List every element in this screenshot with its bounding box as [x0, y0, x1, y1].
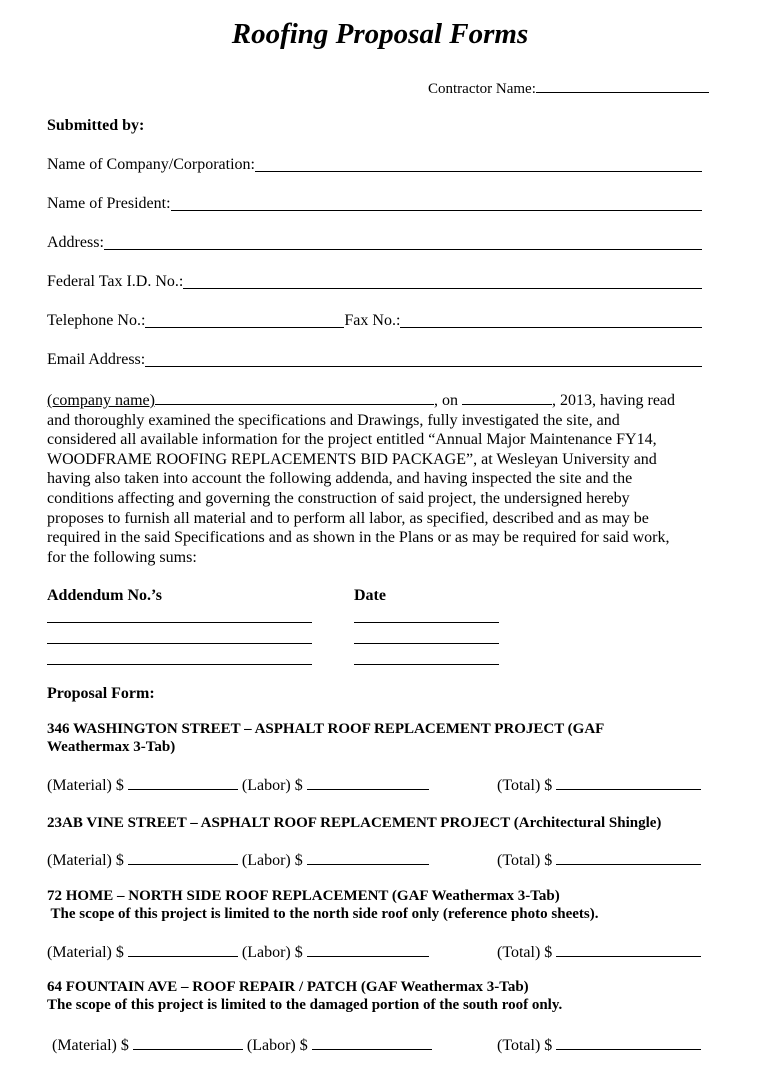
- material-label: (Material) $: [47, 944, 124, 961]
- paragraph-line: proposes to furnish all material and to perform all labor, as specified, described and as may be: [47, 509, 649, 527]
- material-label: (Material) $: [52, 1037, 129, 1054]
- total-cell: [497, 850, 701, 870]
- total-amount-line[interactable]: [556, 942, 701, 957]
- submitted-by-heading: Submitted by:: [47, 117, 145, 134]
- project-title: 72 HOME – NORTH SIDE ROOF REPLACEMENT (GAF Weathermax 3-Tab): [47, 888, 560, 904]
- address-line[interactable]: [104, 234, 702, 250]
- contractor-name-field[interactable]: [428, 78, 709, 98]
- tax-id-line[interactable]: [183, 273, 702, 289]
- total-cell: [497, 1035, 701, 1055]
- labor-amount-line[interactable]: [307, 850, 429, 865]
- addendum-line[interactable]: [47, 622, 312, 623]
- project-title: 346 WASHINGTON STREET – ASPHALT ROOF REPLACEMENT PROJECT (GAF: [47, 721, 605, 737]
- contractor-name-label: Contractor Name:: [428, 81, 536, 97]
- on-text: , on: [433, 392, 458, 409]
- email-field[interactable]: [47, 349, 702, 369]
- addendum-date-line[interactable]: [354, 622, 499, 623]
- material-label: (Material) $: [47, 852, 124, 869]
- total-amount-line[interactable]: [556, 1035, 701, 1050]
- addendum-line[interactable]: [47, 643, 312, 644]
- proposal-form-heading: Proposal Form:: [47, 685, 155, 702]
- labor-label: (Labor) $: [246, 1037, 308, 1054]
- fax-line[interactable]: [400, 312, 702, 328]
- labor-label: (Labor) $: [241, 944, 303, 961]
- paragraph-line: WOODFRAME ROOFING REPLACEMENTS BID PACKAGE”, at Wesleyan University and: [47, 450, 657, 468]
- email-label: Email Address:: [47, 351, 146, 368]
- year-text: , 2013, having read: [551, 392, 676, 409]
- total-label: (Total) $: [497, 777, 553, 794]
- labor-amount-line[interactable]: [307, 775, 429, 790]
- cost-row: [52, 1035, 432, 1055]
- paragraph-line: and thoroughly examined the specifications and Drawings, fully investigated the site, and: [47, 411, 620, 429]
- material-amount-line[interactable]: [133, 1035, 243, 1050]
- date-line[interactable]: [462, 390, 552, 405]
- cost-row: [47, 942, 429, 962]
- paragraph-line: for the following sums:: [47, 548, 197, 566]
- cost-row: [47, 850, 429, 870]
- telephone-line[interactable]: [145, 312, 344, 328]
- cost-row: [47, 775, 429, 795]
- project-title: 64 FOUNTAIN AVE – ROOF REPAIR / PATCH (GAF Weathermax 3-Tab): [47, 979, 529, 995]
- addendum-date-line[interactable]: [354, 664, 499, 665]
- company-line[interactable]: [255, 156, 702, 172]
- email-line[interactable]: [145, 351, 702, 367]
- total-label: (Total) $: [497, 852, 553, 869]
- phone-fax-field[interactable]: [47, 310, 702, 330]
- paragraph-line: considered all available information for the project entitled “Annual Major Maintenance FY14,: [47, 431, 657, 449]
- page-title: Roofing Proposal Forms: [231, 18, 529, 50]
- tax-id-label: Federal Tax I.D. No.:: [47, 273, 184, 290]
- total-amount-line[interactable]: [556, 850, 701, 865]
- project-title: 23AB VINE STREET – ASPHALT ROOF REPLACEMENT PROJECT (Architectural Shingle): [47, 815, 662, 831]
- total-cell: [497, 942, 701, 962]
- president-line[interactable]: [171, 195, 702, 211]
- project-title: Weathermax 3-Tab): [47, 739, 176, 755]
- telephone-label: Telephone No.:: [47, 312, 146, 329]
- proposal-paragraph: [47, 390, 715, 567]
- date-heading: Date: [354, 587, 386, 604]
- president-field[interactable]: [47, 193, 702, 213]
- labor-amount-line[interactable]: [312, 1035, 432, 1050]
- company-name-line[interactable]: [155, 390, 434, 405]
- company-label: Name of Company/Corporation:: [47, 156, 255, 173]
- material-amount-line[interactable]: [128, 850, 238, 865]
- total-cell: [497, 775, 701, 795]
- address-field[interactable]: [47, 232, 702, 252]
- president-label: Name of President:: [47, 195, 171, 212]
- contractor-name-line[interactable]: [536, 78, 709, 93]
- project-scope: The scope of this project is limited to the north side roof only (reference photo sheets).: [47, 906, 599, 922]
- paragraph-line: conditions affecting and governing the construction of said project, the undersigned hereby: [47, 489, 630, 507]
- labor-label: (Labor) $: [241, 777, 303, 794]
- paragraph-line: having also taken into account the following addenda, and having inspected the site and the: [47, 470, 633, 488]
- tax-id-field[interactable]: [47, 271, 702, 291]
- address-label: Address:: [47, 234, 104, 251]
- labor-amount-line[interactable]: [307, 942, 429, 957]
- addendum-date-line[interactable]: [354, 643, 499, 644]
- material-label: (Material) $: [47, 777, 124, 794]
- addendum-heading: Addendum No.’s: [47, 587, 162, 604]
- paragraph-line: required in the said Specifications and as shown in the Plans or as may be required for said work,: [47, 529, 670, 547]
- total-amount-line[interactable]: [556, 775, 701, 790]
- paragraph-line-first: [47, 390, 715, 411]
- company-field[interactable]: [47, 154, 702, 174]
- project-scope: The scope of this project is limited to the damaged portion of the south roof only.: [47, 997, 563, 1013]
- material-amount-line[interactable]: [128, 942, 238, 957]
- fax-label: Fax No.:: [344, 312, 401, 329]
- total-label: (Total) $: [497, 1037, 553, 1054]
- labor-label: (Labor) $: [241, 852, 303, 869]
- addendum-line[interactable]: [47, 664, 312, 665]
- company-name-placeholder: (company name): [47, 392, 155, 409]
- total-label: (Total) $: [497, 944, 553, 961]
- material-amount-line[interactable]: [128, 775, 238, 790]
